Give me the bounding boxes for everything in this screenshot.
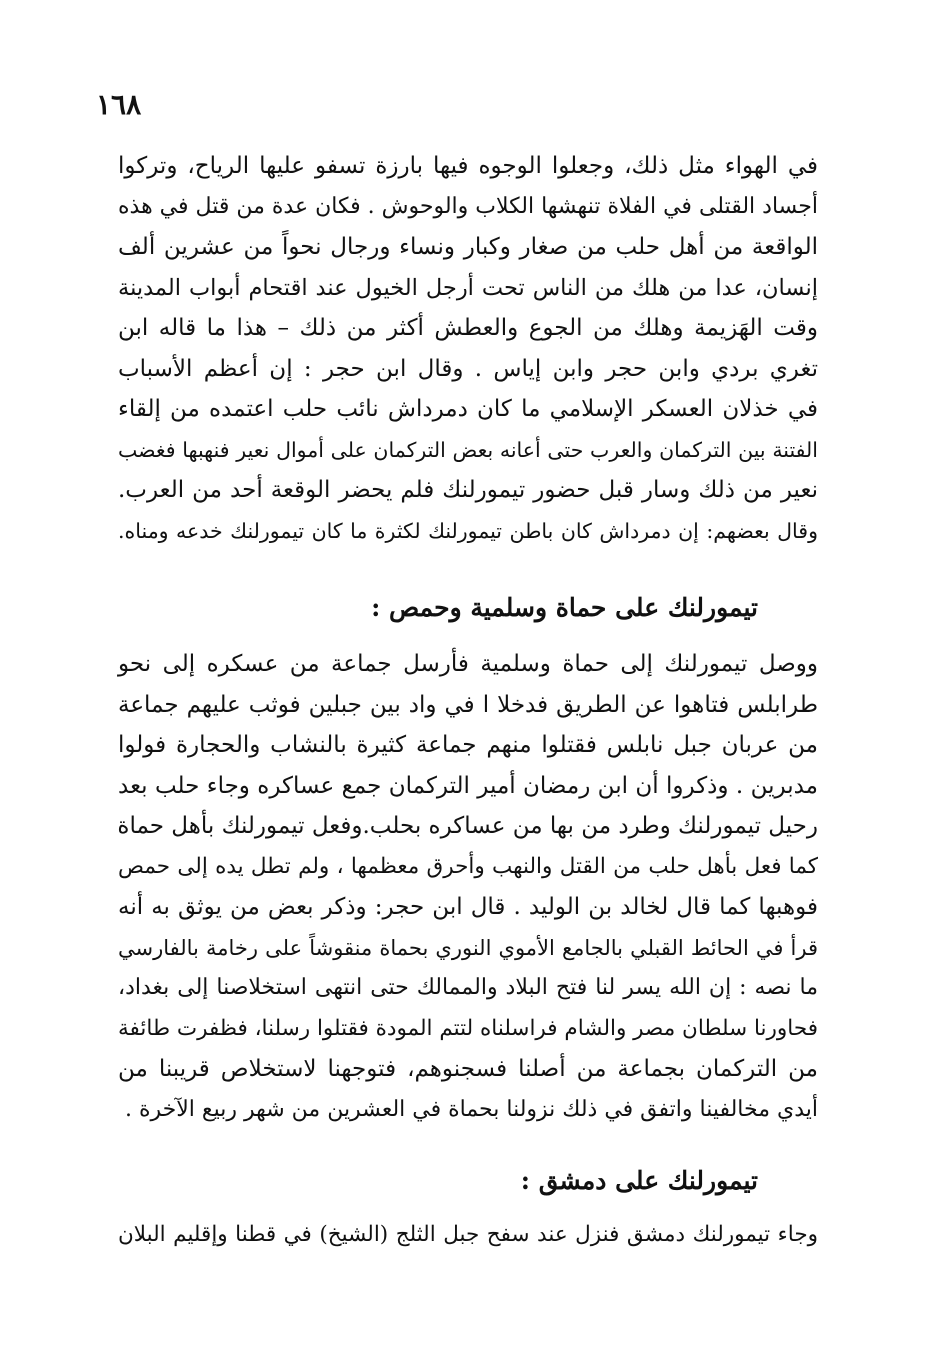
text-line: الواقعة من أهل حلب من صغار وكبار ونساء ورجال نحواً من عشرين ألف	[118, 234, 818, 260]
text-line: وقت الهَزيمة وهلك من الجوع والعطش أكثر من ذلك – هذا ما قاله ابن	[118, 315, 818, 341]
text-line: في خذلان العسكر الإسلامي ما كان دمرداش نائب حلب اعتمده من إلقاء	[118, 396, 818, 422]
text-line: أجساد القتلى في الفلاة تنهشها الكلاب والوحوش . فكان عدة من قتل في هذه	[118, 193, 818, 219]
text-line: وجاء تيمورلنك دمشق فنزل عند سفح جبل الثلج (الشيخ) في قطنا وإقليم البلان	[118, 1222, 818, 1247]
section-heading-hama: تيمورلنك على حماة وسلمية وحمص :	[371, 593, 758, 622]
page-number: ١٦٨	[96, 88, 142, 121]
text-line: رحيل تيمورلنك وطرد من بها من عساكره بحلب.وفعل تيمورلنك بأهل حماة	[117, 813, 818, 839]
damascus-paragraph	[118, 1215, 818, 1256]
text-line: ووصل تيمورلنك إلى حماة وسلمية فأرسل جماعة من عسكره إلى نحو	[118, 651, 818, 677]
section-heading-damascus: تيمورلنك على دمشق :	[520, 1166, 758, 1195]
text-line: قرأ في الحائط القبلي بالجامع الأموي النوري بحماة منقوشاً على رخامة بالفارسي	[118, 935, 818, 960]
text-line: في الهواء مثل ذلك، وجعلوا الوجوه فيها بارزة تسفو عليها الرياح، وتركوا	[118, 153, 818, 179]
text-line: كما فعل بأهل حلب من القتل والنهب وأحرق معظمها ، ولم تطل يده إلى حمص	[118, 853, 818, 879]
text-line: مدبرين . وذكروا أن ابن رمضان أمير التركمان جمع عساكره وجاء حلب بعد	[118, 772, 818, 799]
text-line: فوهبها كما قال لخالد بن الوليد . قال ابن حجر: وذكر بعض من يوثق به أنه	[118, 894, 818, 920]
text-line: وقال بعضهم: إن دمرداش كان باطن تيمورلنك لكثرة ما كان تيمورلنك خدعه ومناه.	[118, 518, 818, 543]
text-line: تغري بردي وابن حجر وابن إياس . وقال ابن حجر : إن أعظم الأسباب	[118, 355, 818, 382]
text-line: من عربان جبل نابلس فقتلوا منهم جماعة كثيرة بالنشاب والحجارة فولوا	[118, 732, 818, 758]
intro-paragraph	[118, 146, 818, 551]
text-line: من التركمان بجماعة من أصلنا فسجنوهم، فتوجهنا لاستخلاص قريبنا من	[118, 1056, 818, 1082]
text-line: الفتنة بين التركمان والعرب حتى أعانه بعض التركمان على أموال نعير فنهبها فغضب	[118, 437, 818, 462]
text-line: نعير من ذلك وسار قبل حضور تيمورلنك فلم يحضر الوقعة أحد من العرب.	[118, 477, 818, 503]
text-line: ما نصه : إن الله يسر لنا فتح البلاد والممالك حتى انتهى استخلاصنا إلى بغداد،	[118, 975, 818, 1000]
text-line: إنسان، عدا من هلك من الناس تحت أرجل الخيول عند اقتحام أبواب المدينة	[118, 274, 818, 301]
text-line: فحاورنا سلطان مصر والشام فراسلناه لتتم المودة فقتلوا رسلنا، فظفرت طائفة	[118, 1015, 818, 1041]
text-line: طرابلس فتاهوا عن الطريق فدخلا ا في واد بين جبلين فوثب عليهم جماعة	[118, 691, 818, 718]
text-line: أيدي مخالفينا واتفق في ذلك نزولنا بحماة في العشرين من شهر ربيع الآخرة .	[124, 1096, 818, 1122]
hama-paragraph	[118, 644, 818, 1130]
